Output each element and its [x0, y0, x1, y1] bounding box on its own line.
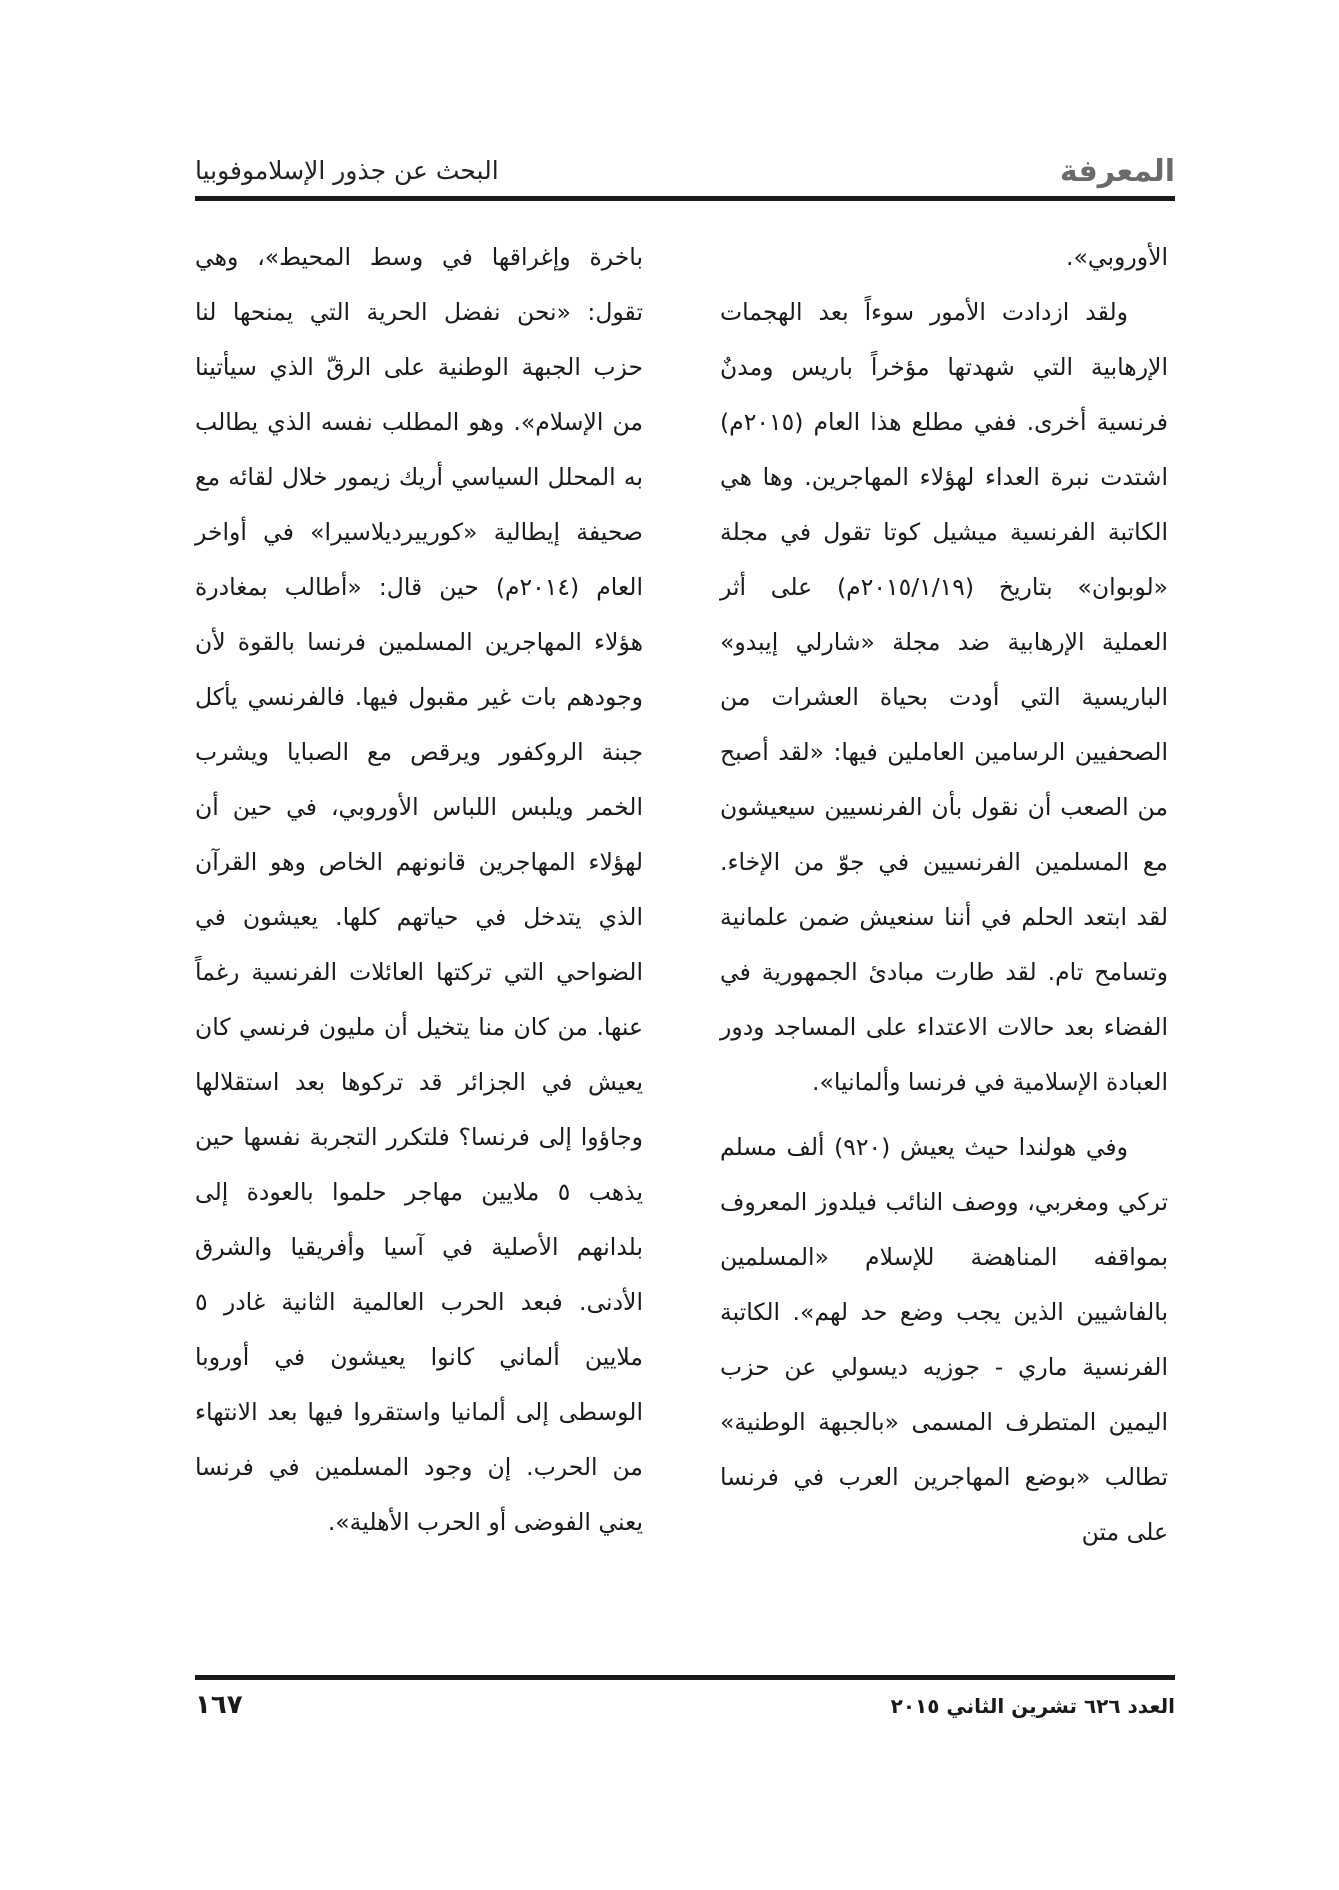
paragraph: ولقد ازدادت الأمور سوءاً بعد الهجمات الإرهابية التي شهدتها مؤخراً باريس ومدنٌ فرنسية أخرى. ففي مطلع هذا العام (٢٠١٥م) اشتدت نبرة العداء لهؤلاء المهاجرين. وها هي الكاتبة الفرنسية ميشيل كوتا تقول في مجلة «لوبوان» بتاريخ (٢٠١٥/١/١٩م) على أثر العملية الإرهابية ضد مجلة «شارلي إيبدو» الباريسية التي أودت بحياة العشرات من الصحفيين الرسامين العاملين فيها: «لقد أصبح من الصعب أن نقول بأن الفرنسيين سيعيشون مع المسلمين الفرنسيين في جوّ من الإخاء. لقد ابتعد الحلم في أننا سنعيش ضمن علمانية وتسامح تام. لقد طارت مبادئ الجمهورية في الفضاء بعد حالات الاعتداء على المساجد ودور العبادة الإسلامية في فرنسا وألمانيا». — [720, 298, 1168, 1096]
header-rule — [195, 196, 1175, 201]
page-footer — [195, 1690, 1175, 1730]
issue-info: العدد ٦٢٦ تشرين الثاني ٢٠١٥ — [890, 1694, 1175, 1718]
paragraph: الأوروبي». — [1066, 243, 1168, 271]
page-header — [195, 150, 1175, 194]
text-column-right — [720, 230, 1168, 1560]
paragraph: وفي هولندا حيث يعيش (٩٢٠) ألف مسلم تركي ومغربي، ووصف النائب فيلدوز المعروف بمواقفه المناهضة للإسلام «المسلمين بالفاشيين الذين يجب وضع حد لهم». الكاتبة الفرنسية ماري - جوزيه ديسولي عن حزب اليمين المتطرف المسمى «بالجبهة الوطنية» تطالب «بوضع المهاجرين العرب في فرنسا على متن — [720, 1133, 1168, 1546]
text-column-left — [195, 230, 643, 1550]
magazine-logo: المعرفة — [1059, 154, 1175, 189]
paragraph: باخرة وإغراقها في وسط المحيط»، وهي تقول: «نحن نفضل الحرية التي يمنحها لنا حزب الجبهة الوطنية على الرقّ الذي سيأتينا من الإسلام». وهو المطلب نفسه الذي يطالب به المحلل السياسي أريك زيمور خلال لقائه مع صحيفة إيطالية «كورييرديلاسيرا» في أواخر العام (٢٠١٤م) حين قال: «أطالب بمغادرة هؤلاء المهاجرين المسلمين فرنسا بالقوة لأن وجودهم بات غير مقبول فيها. فالفرنسي يأكل جبنة الروكفور ويرقص مع الصبايا ويشرب الخمر ويلبس اللباس الأوروبي، في حين أن لهؤلاء المهاجرين قانونهم الخاص وهو القرآن الذي يتدخل في حياتهم كلها. يعيشون في الضواحي التي تركتها العائلات الفرنسية رغماً عنها. من كان منا يتخيل أن مليون فرنسي كان يعيش في الجزائر قد تركوها بعد استقلالها وجاؤوا إلى فرنسا؟ فلتكرر التجربة نفسها حين يذهب ٥ ملايين مهاجر حلموا بالعودة إلى بلدانهم الأصلية في آسيا وأفريقيا والشرق الأدنى. فبعد الحرب العالمية الثانية غادر ٥ ملايين ألماني كانوا يعيشون في أوروبا الوسطى إلى ألمانيا واستقروا فيها بعد الانتهاء من الحرب. إن وجود المسلمين في فرنسا يعني الفوضى أو الحرب الأهلية». — [195, 243, 643, 1536]
footer-rule — [195, 1675, 1175, 1680]
running-title: البحث عن جذور الإسلاموفوبيا — [195, 156, 499, 185]
page-number: ١٦٧ — [195, 1690, 243, 1720]
